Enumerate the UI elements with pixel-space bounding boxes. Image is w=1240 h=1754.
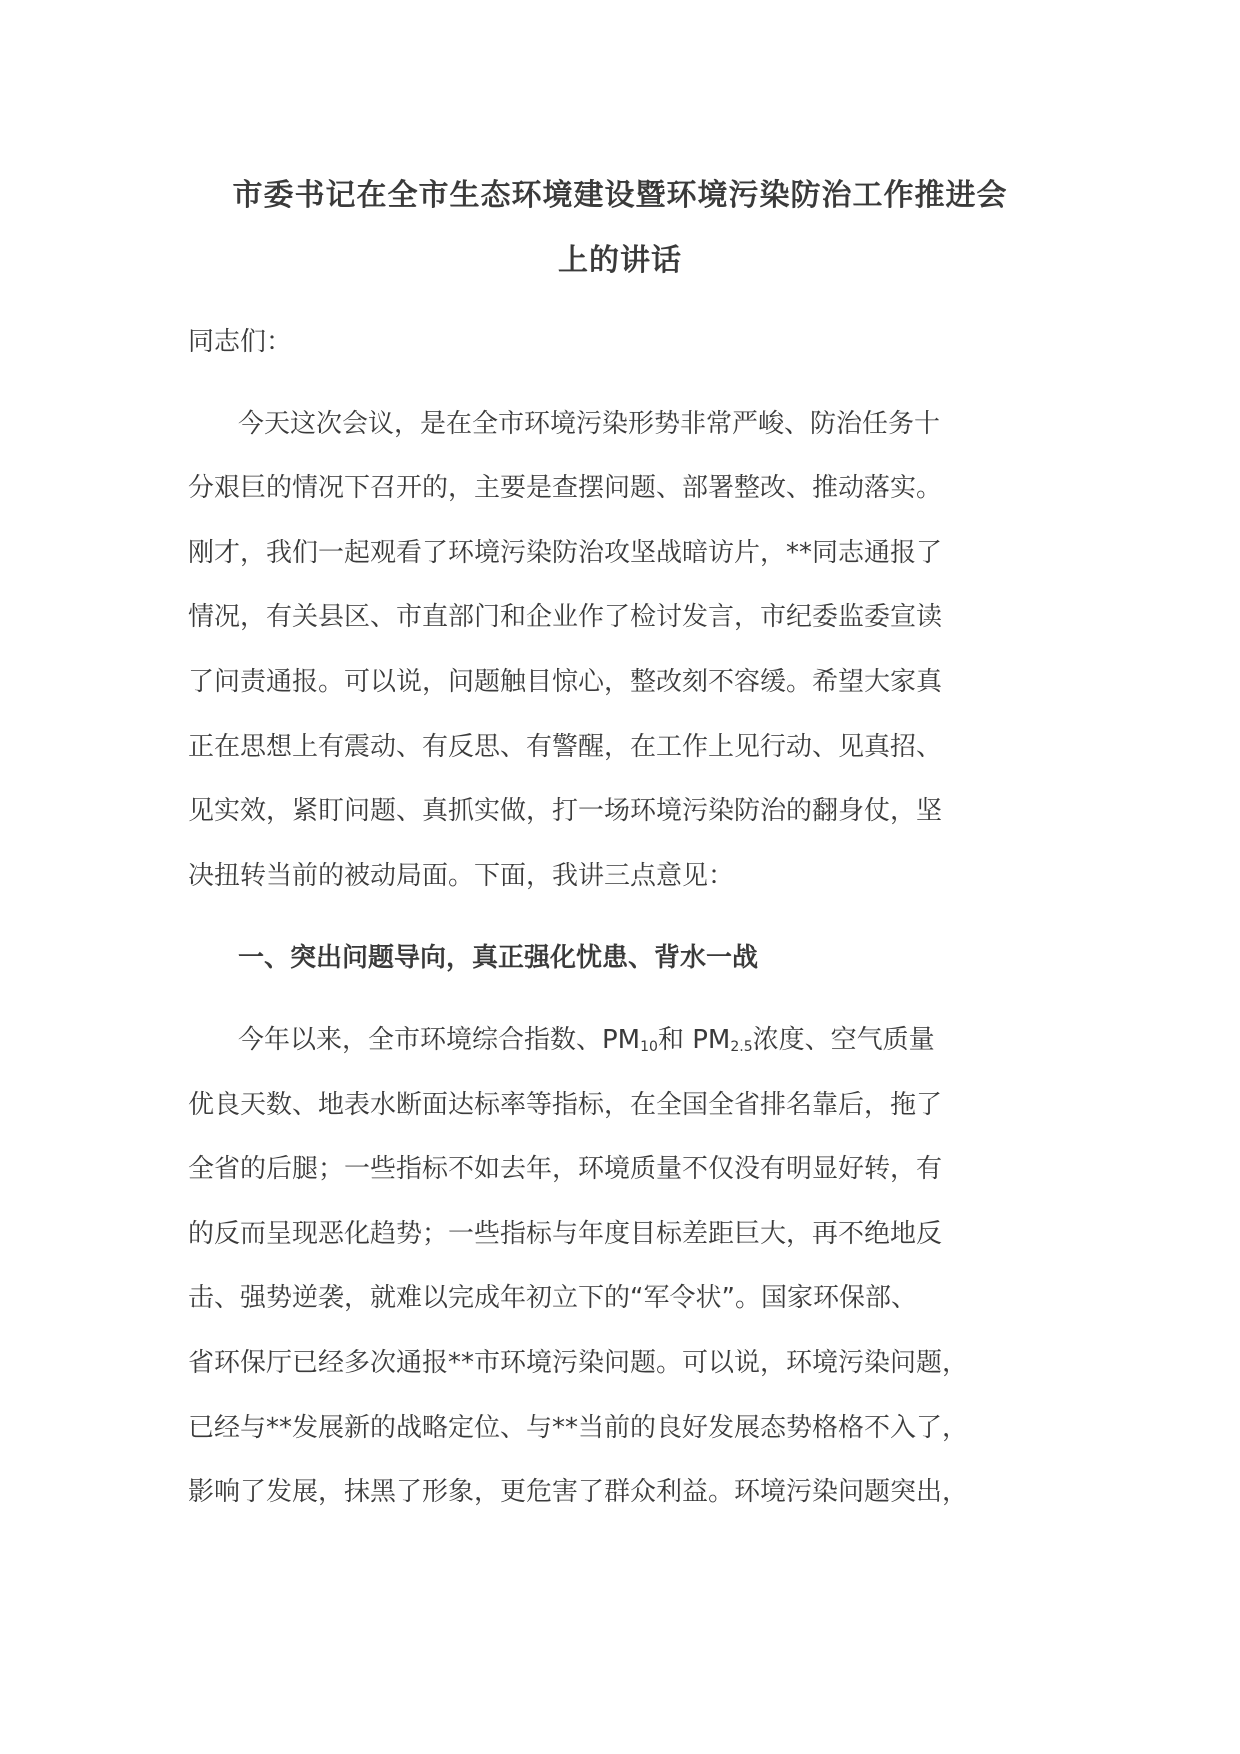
paragraph-line: 了问责通报。可以说，问题触目惊心，整改刻不容缓。希望大家真 (188, 667, 943, 697)
paragraph-line: 全省的后腿；一些指标不如去年，环境质量不仅没有明显好转，有 (188, 1154, 943, 1184)
paragraph-line: 击、强势逆袭，就难以完成年初立下的“军令状”。国家环保部、 (188, 1283, 917, 1313)
paragraph-line: 影响了发展，抹黑了形象，更危害了群众利益。环境污染问题突出， (188, 1477, 969, 1507)
paragraph-line: 决扭转当前的被动局面。下面，我讲三点意见： (188, 861, 735, 891)
paragraph-line: 的反而呈现恶化趋势；一些指标与年度目标差距巨大，再不绝地反 (188, 1219, 943, 1249)
paragraph-line: 刚才，我们一起观看了环境污染防治攻坚战暗访片，**同志通报了 (188, 538, 943, 568)
paragraph-line: 已经与**发展新的战略定位、与**当前的良好发展态势格格不入了， (188, 1413, 969, 1443)
pm10-subscript: 10 (640, 1039, 658, 1055)
paragraph-line: 省环保厅已经多次通报**市环境污染问题。可以说，环境污染问题， (188, 1348, 969, 1378)
section-heading: 一、突出问题导向，真正强化忧患、背水一战 (238, 943, 759, 973)
paragraph-line: 分艰巨的情况下召开的，主要是查摆问题、部署整改、推动落实。 (188, 473, 943, 503)
salutation: 同志们： (188, 327, 293, 357)
paragraph-line: 正在思想上有震动、有反思、有警醒，在工作上见行动、见真招、 (188, 732, 943, 762)
pm-text-part2: 和 PM (657, 1025, 731, 1055)
paragraph-line: 今天这次会议，是在全市环境污染形势非常严峻、防治任务十 (238, 409, 941, 439)
pm-text-part1: 今年以来，全市环境综合指数、PM (238, 1025, 641, 1055)
document-title-line1: 市委书记在全市生态环境建设暨环境污染防治工作推进会 (232, 178, 1008, 213)
paragraph-line: 情况，有关县区、市直部门和企业作了检讨发言，市纪委监委宣读 (188, 602, 943, 632)
paragraph-line: 优良天数、地表水断面达标率等指标，在全国全省排名靠后，拖了 (188, 1090, 943, 1120)
pm25-subscript: 2.5 (730, 1039, 753, 1055)
paragraph-line: 见实效，紧盯问题、真抓实做，打一场环境污染防治的翻身仗，坚 (188, 796, 943, 826)
pm-text-part3: 浓度、空气质量 (752, 1025, 935, 1055)
document-title-line2: 上的讲话 (558, 243, 682, 278)
paragraph-line (238, 1024, 935, 1056)
